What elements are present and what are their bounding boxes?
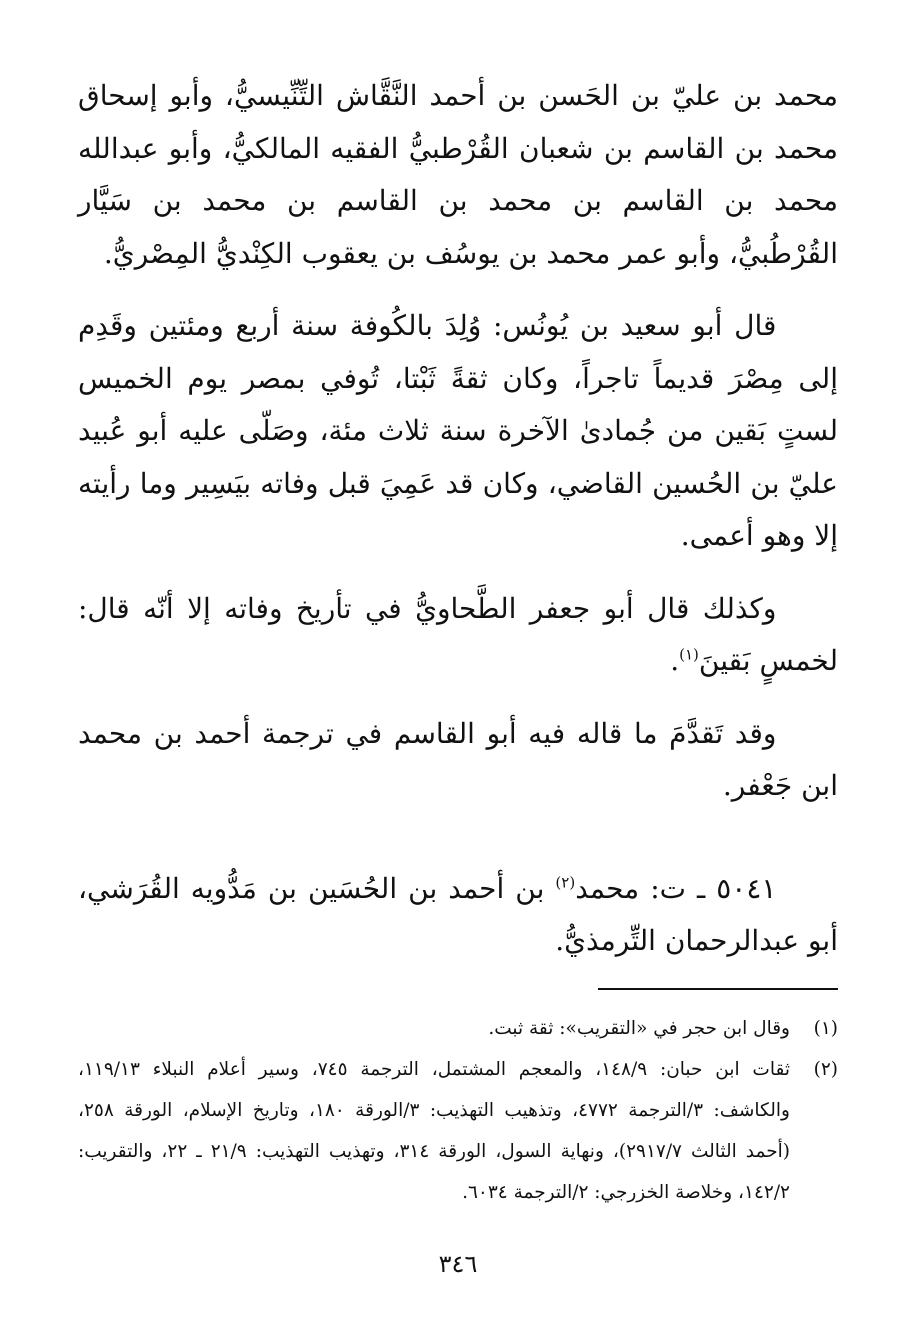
tahawi-end: .	[670, 644, 680, 677]
entry-name: بن أحمد بن الحُسَين بن مَدُّويه القُرَشي، أبو عبدالرحمان التِّرمذيُّ.	[78, 871, 838, 957]
footnote-ref-1: (١)	[679, 645, 699, 664]
tahawi-text: وكذلك قال أبو جعفر الطَّحاويُّ في تأريخ وفاته إلا أنّه قال: لخمسٍ بَقينَ	[78, 591, 838, 677]
entry-heading: ٥٠٤١ ـ ت: محمد	[575, 871, 777, 905]
entry-5041	[78, 863, 838, 968]
footnote-1	[78, 1008, 838, 1049]
main-text	[78, 70, 838, 968]
footnote-divider	[598, 988, 838, 990]
footnote-number: (١)	[813, 1018, 838, 1039]
paragraph-narrators: محمد بن عليّ بن الحَسن بن أحمد النَّقَّاش التِّنِّيسيُّ، وأبو إسحاق محمد بن القاسم بن شعبان القُرْطبيُّ الفقيه المالكيُّ، وأبو عبدالله محمد بن القاسم بن محمد بن القاسم بن محمد بن سَيَّار القُرْطُبيُّ، وأبو عمر محمد بن يوسُف بن يعقوب الكِنْديُّ المِصْريُّ.	[78, 79, 838, 270]
footnotes	[78, 1008, 838, 1213]
footnote-2	[78, 1049, 838, 1213]
footnote-number: (٢)	[813, 1059, 838, 1080]
paragraph-tahawi	[78, 583, 838, 688]
book-page	[78, 70, 838, 1300]
page-number: ٣٤٦	[438, 1250, 478, 1278]
footnote-text: وقال ابن حجر في «التقريب»: ثقة ثبت.	[488, 1018, 790, 1039]
paragraph-ibn-yunus: قال أبو سعيد بن يُونُس: وُلِدَ بالكُوفة سنة أربع ومئتين وقَدِم إلى مِصْرَ قديماً تاجراً، وكان ثقةً ثَبْتا، تُوفي بمصر يوم الخميس لستٍ بَقين من جُمادىٰ الآخرة سنة ثلاث مئة، وصَلّى عليه أبو عُبيد عليّ بن الحُسين القاضي، وكان قد عَمِيَ قبل وفاته بيَسِير وما رأيته إلا وهو أعمى.	[78, 309, 838, 552]
footnote-ref-2: (٢)	[555, 873, 576, 892]
footnote-text: ثقات ابن حبان: ١٤٨/٩، والمعجم المشتمل، الترجمة ٧٤٥، وسير أعلام النبلاء ١١٩/١٣، والكاشف: ٣/الترجمة ٤٧٧٢، وتذهيب التهذيب: ٣/الورقة ١٨٠، وتاريخ الإسلام، الورقة ٢٥٨، (أحمد الثالث ٢٩١٧/٧)، ونهاية السول، الورقة ٣١٤، وتهذيب التهذيب: ٢١/٩ ـ ٢٢، والتقريب: ١٤٢/٢، وخلاصة الخزرجي: ٢/الترجمة ٦٠٣٤.	[78, 1059, 790, 1203]
paragraph-abu-al-qasim: وقد تَقدَّمَ ما قاله فيه أبو القاسم في ترجمة أحمد بن محمد ابن جَعْفر.	[78, 716, 838, 802]
